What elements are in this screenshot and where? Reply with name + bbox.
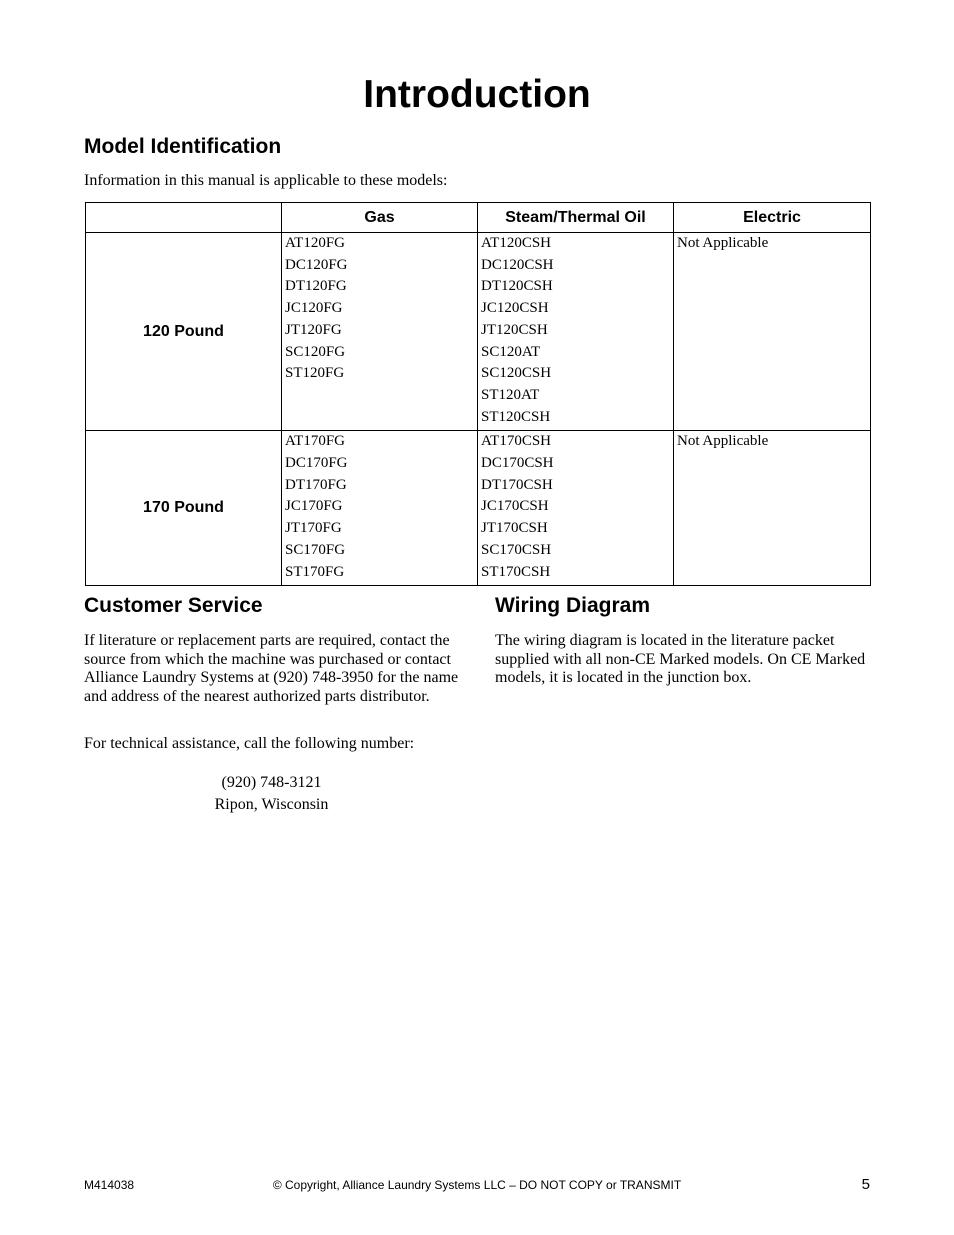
- model-number: DC170FG: [285, 455, 348, 472]
- model-number: AT170FG: [285, 433, 346, 450]
- model-number: SC170FG: [285, 541, 346, 558]
- customer-service-heading: Customer Service: [84, 594, 263, 617]
- gas-models-cell: [282, 431, 478, 586]
- model-number: DC120FG: [285, 256, 348, 273]
- model-number: SC120FG: [285, 343, 346, 360]
- model-number: JC120CSH: [481, 300, 549, 317]
- model-number: ST120CSH: [481, 408, 551, 425]
- wiring-diagram-heading: Wiring Diagram: [495, 594, 650, 617]
- size-cell: 170 Pound: [86, 431, 282, 586]
- model-identification-heading: Model Identification: [84, 135, 282, 158]
- model-number: JT120CSH: [481, 321, 548, 338]
- model-number: ST170CSH: [481, 563, 551, 580]
- model-number: DC120CSH: [481, 256, 554, 273]
- model-number: DT120CSH: [481, 278, 553, 295]
- header-gas: Gas: [282, 203, 478, 233]
- model-number: DT120FG: [285, 278, 347, 295]
- size-cell: 120 Pound: [86, 233, 282, 431]
- header-empty: [86, 203, 282, 233]
- model-number: DC170CSH: [481, 455, 554, 472]
- location: Ripon, Wisconsin: [214, 795, 329, 813]
- model-number: JC170FG: [285, 498, 343, 515]
- model-number: DT170FG: [285, 476, 347, 493]
- page-title: Introduction: [363, 73, 591, 116]
- model-number: JT170FG: [285, 520, 342, 537]
- model-number: JC170CSH: [481, 498, 549, 515]
- model-number: SC170CSH: [481, 541, 552, 558]
- model-identification-intro: Information in this manual is applicable to these models:: [84, 172, 448, 189]
- table-header-row: [86, 203, 871, 233]
- footer-doc-number: M414038: [84, 1178, 135, 1192]
- table-row: [86, 431, 871, 586]
- gas-models-cell: [282, 233, 478, 431]
- header-steam: Steam/Thermal Oil: [478, 203, 674, 233]
- model-number: ST120AT: [481, 386, 540, 403]
- not-applicable-text: Not Applicable: [677, 433, 769, 450]
- footer-copyright: © Copyright, Alliance Laundry Systems LLC – DO NOT COPY or TRANSMIT: [272, 1178, 682, 1192]
- footer-page-number: 5: [861, 1176, 870, 1193]
- model-number: SC120CSH: [481, 365, 552, 382]
- model-number: JT120FG: [285, 321, 342, 338]
- model-number: JC120FG: [285, 300, 343, 317]
- header-electric: Electric: [674, 203, 871, 233]
- models-table: [85, 202, 871, 586]
- model-number: JT170CSH: [481, 520, 548, 537]
- model-number: SC120AT: [481, 343, 541, 360]
- phone-number: (920) 748-3121: [221, 774, 322, 791]
- electric-models-cell: [674, 233, 871, 431]
- wiring-diagram-paragraph: The wiring diagram is located in the literature packet supplied with all non-CE Marked models. On CE Marked models, it is located in the junction box.: [495, 632, 866, 687]
- steam-models-cell: [478, 233, 674, 431]
- model-number: DT170CSH: [481, 476, 553, 493]
- model-number: ST170FG: [285, 563, 345, 580]
- not-applicable-text: Not Applicable: [677, 235, 769, 251]
- contact-block: [84, 772, 459, 815]
- model-number: AT120FG: [285, 235, 346, 251]
- technical-assistance-paragraph: For technical assistance, call the following number:: [84, 735, 415, 752]
- steam-models-cell: [478, 431, 674, 586]
- models-table-body: [86, 233, 871, 586]
- model-number: AT120CSH: [481, 235, 552, 251]
- model-number: ST120FG: [285, 365, 345, 382]
- customer-service-paragraph: If literature or replacement parts are required, contact the source from which the machine was purchased or contact Alliance Laundry Systems at (920) 748-3950 for the name and address of the nearest authorized parts distributor.: [84, 632, 459, 705]
- table-row: [86, 233, 871, 431]
- electric-models-cell: [674, 431, 871, 586]
- model-number: AT170CSH: [481, 433, 552, 450]
